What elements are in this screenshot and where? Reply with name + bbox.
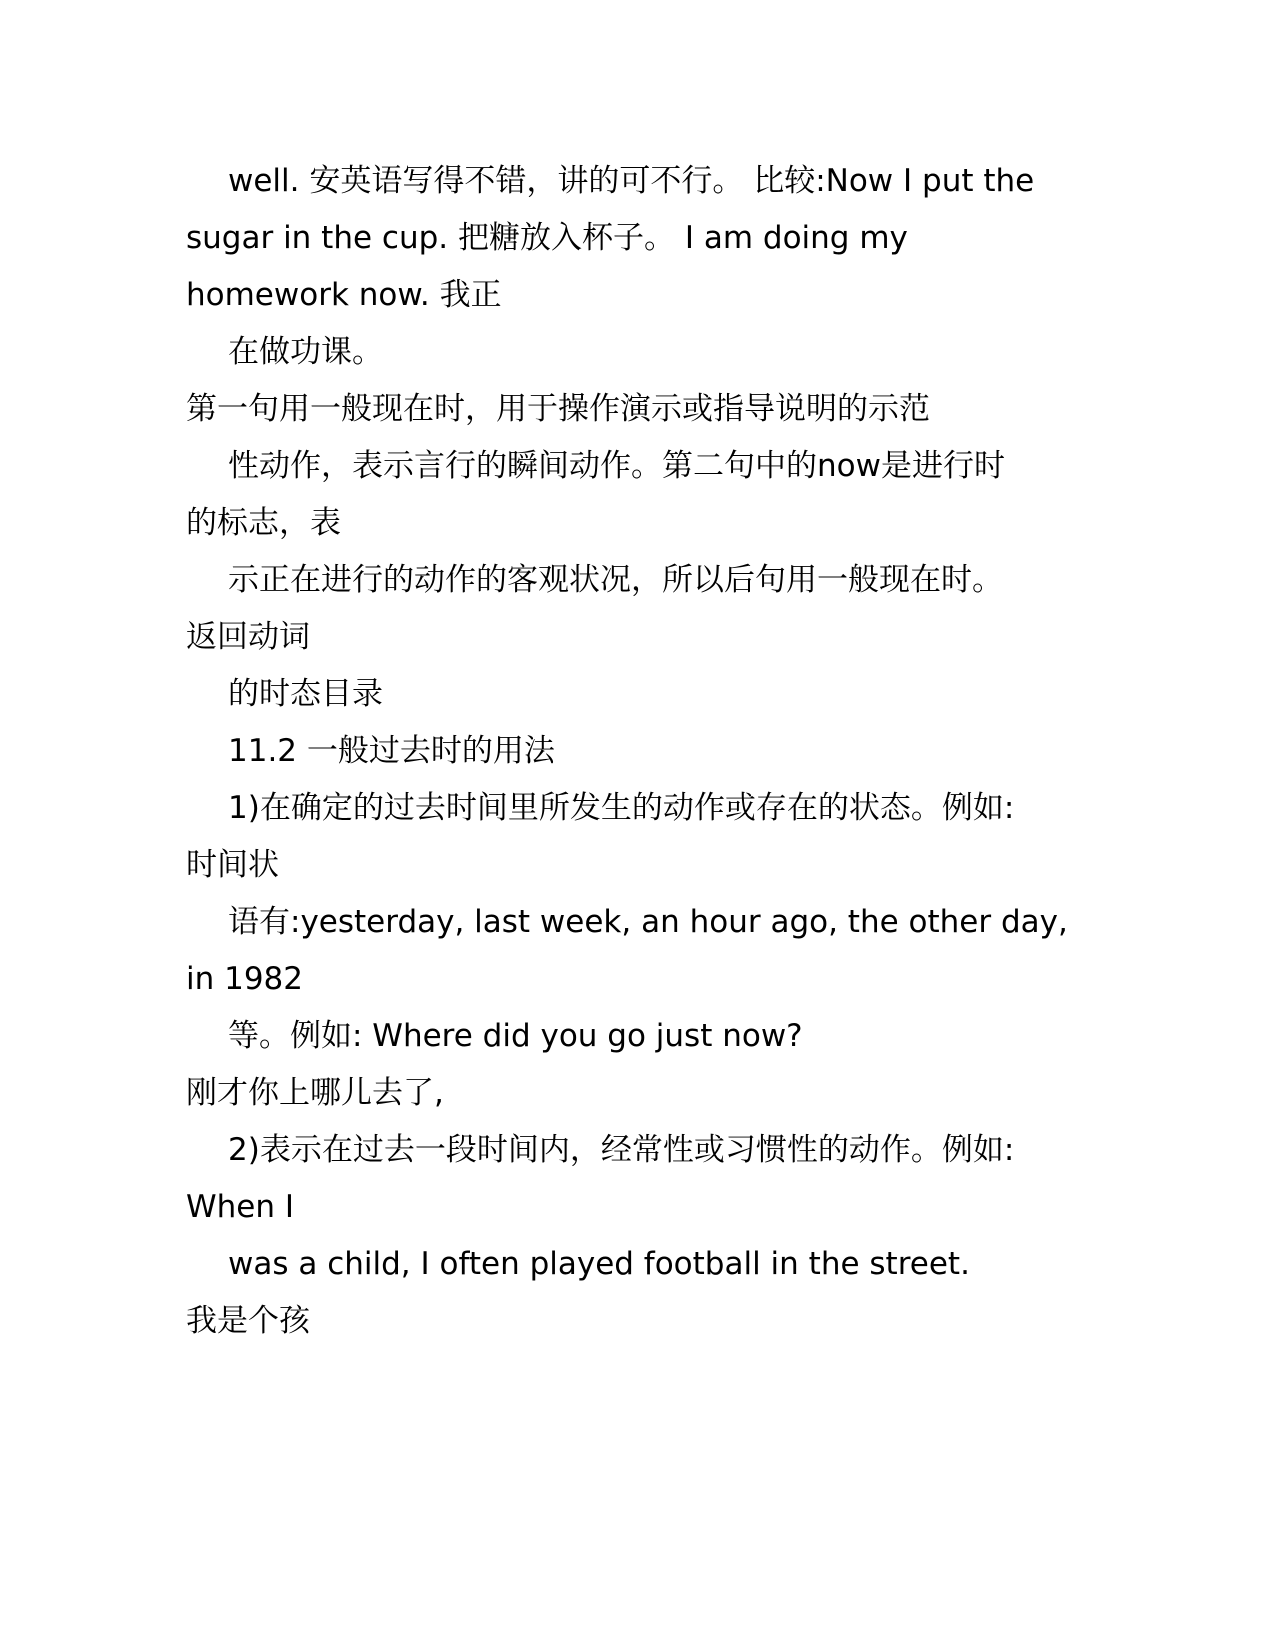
text-line: 示正在进行的动作的客观状况，所以后句用一般现在时。 [228,562,1003,598]
text-line: 性动作，表示言行的瞬间动作。第二句中的now是进行时 [228,448,1005,484]
text-line: 的时态目录 [228,676,383,712]
text-line: 返回动词 [186,619,310,655]
text-line: sugar in the cup. 把糖放入杯子。 I am doing my [186,220,908,256]
document-body [186,153,1086,1350]
text-line: 我是个孩 [186,1303,310,1339]
section-heading: 11.2 一般过去时的用法 [228,733,555,769]
text-line: 时间状 [186,847,279,883]
text-line: 语有:yesterday, last week, an hour ago, the other day, [228,904,1068,940]
text-line: 刚才你上哪儿去了, [186,1075,444,1111]
text-line: 的标志，表 [186,505,341,541]
text-line: 1)在确定的过去时间里所发生的动作或存在的状态。例如: [228,790,1015,826]
text-line: well. 安英语写得不错，讲的可不行。 比较:Now I put the [228,163,1035,199]
text-line: homework now. 我正 [186,277,502,313]
text-line: When I [186,1189,295,1225]
text-line: was a child, I often played football in the street. [228,1246,970,1282]
text-line: in 1982 [186,961,304,997]
text-line: 2)表示在过去一段时间内，经常性或习惯性的动作。例如: [228,1132,1015,1168]
text-line: 在做功课。 [228,334,383,370]
text-line: 等。例如: Where did you go just now? [228,1018,803,1054]
text-line: 第一句用一般现在时，用于操作演示或指导说明的示范 [186,391,930,427]
